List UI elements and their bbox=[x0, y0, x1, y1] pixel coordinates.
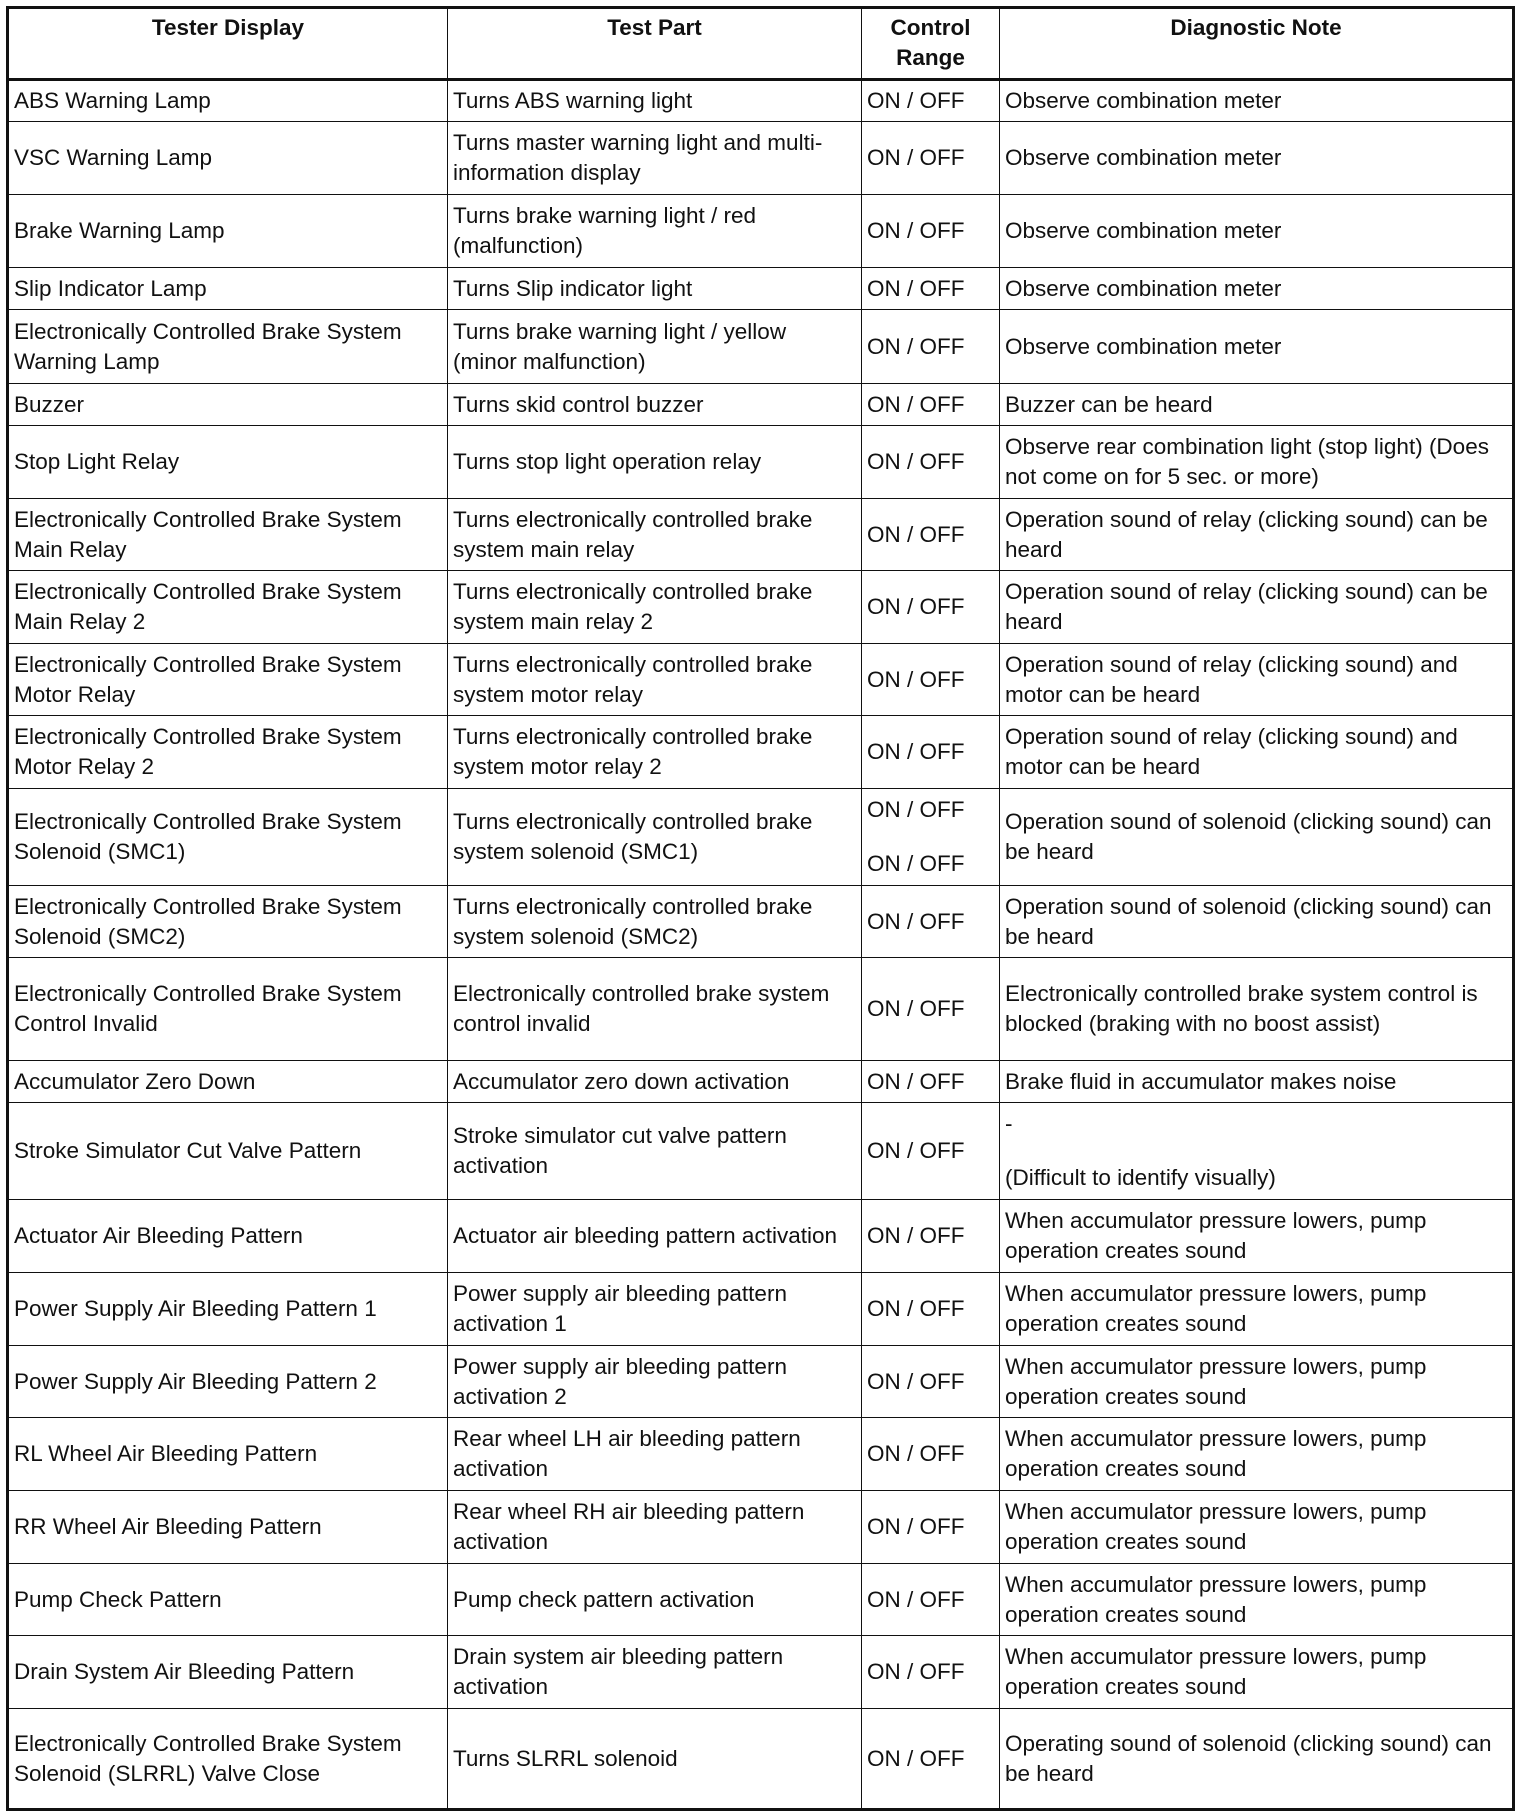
tester-display-cell: Slip Indicator Lamp bbox=[8, 268, 448, 310]
diagnostic-note-cell bbox=[1000, 571, 1514, 644]
control-range-cell bbox=[862, 1636, 1000, 1709]
control-range-cell bbox=[862, 1346, 1000, 1418]
control-range-value: ON / OFF bbox=[867, 1138, 965, 1163]
control-range-cell bbox=[862, 1709, 1000, 1810]
diagnostic-note-cell bbox=[1000, 384, 1514, 426]
header-diagnostic-note: Diagnostic Note bbox=[1000, 8, 1514, 80]
control-range-cell bbox=[862, 310, 1000, 384]
test-part-cell: Turns ABS warning light bbox=[448, 80, 862, 122]
control-range-cell bbox=[862, 80, 1000, 122]
table-row bbox=[8, 195, 1514, 268]
control-range-cell bbox=[862, 1564, 1000, 1636]
diagnostic-note-cell bbox=[1000, 1709, 1514, 1810]
table-row bbox=[8, 644, 1514, 716]
test-part-cell: Power supply air bleeding pattern activation 2 bbox=[448, 1346, 862, 1418]
test-part-cell: Electronically controlled brake system control invalid bbox=[448, 958, 862, 1061]
test-part-cell: Actuator air bleeding pattern activation bbox=[448, 1200, 862, 1273]
control-range-cell bbox=[862, 268, 1000, 310]
tester-display-cell: Electronically Controlled Brake System Main Relay bbox=[8, 499, 448, 571]
diagnostic-note-text: Observe combination meter bbox=[1005, 218, 1282, 243]
diagnostic-note-text: Brake fluid in accumulator makes noise bbox=[1005, 1068, 1397, 1094]
diagnostic-note-cell bbox=[1000, 958, 1514, 1061]
control-range-value: ON / OFF bbox=[867, 521, 965, 547]
table-row bbox=[8, 122, 1514, 195]
diagnostic-note-cell bbox=[1000, 1273, 1514, 1346]
tester-display-cell: Brake Warning Lamp bbox=[8, 195, 448, 268]
control-range-cell bbox=[862, 886, 1000, 958]
diagnostic-note-text: Operation sound of relay (clicking sound) can be heard bbox=[1005, 506, 1488, 562]
control-range-value: ON / OFF bbox=[867, 797, 965, 822]
control-range-cell bbox=[862, 384, 1000, 426]
table-row bbox=[8, 426, 1514, 499]
control-range-value: ON / OFF bbox=[867, 594, 965, 619]
tester-display-cell: ABS Warning Lamp bbox=[8, 80, 448, 122]
tester-display-cell: Electronically Controlled Brake System Main Relay 2 bbox=[8, 571, 448, 644]
tester-display-cell: Power Supply Air Bleeding Pattern 1 bbox=[8, 1273, 448, 1346]
control-range-value: ON / OFF bbox=[867, 1659, 965, 1684]
tester-display-cell: Actuator Air Bleeding Pattern bbox=[8, 1200, 448, 1273]
diagnostic-note-cell bbox=[1000, 1418, 1514, 1491]
table-row bbox=[8, 1061, 1514, 1103]
diagnostic-note-text: Operation sound of relay (clicking sound) and motor can be heard bbox=[1005, 651, 1458, 707]
diagnostic-note-text: When accumulator pressure lowers, pump operation creates sound bbox=[1005, 1208, 1427, 1263]
diagnostic-note-text: Observe combination meter bbox=[1005, 88, 1282, 113]
test-part-cell: Stroke simulator cut valve pattern activation bbox=[448, 1103, 862, 1200]
diagnostic-note-text: When accumulator pressure lowers, pump operation creates sound bbox=[1005, 1644, 1427, 1699]
table-row bbox=[8, 571, 1514, 644]
table-row bbox=[8, 789, 1514, 886]
control-range-value: ON / OFF bbox=[867, 391, 965, 417]
diagnostic-note-text: When accumulator pressure lowers, pump operation creates sound bbox=[1005, 1281, 1427, 1336]
diagnostic-note-text: Observe combination meter bbox=[1005, 333, 1282, 359]
control-range-value: ON / OFF bbox=[867, 275, 965, 301]
diagnostic-note-cell bbox=[1000, 426, 1514, 499]
test-part-cell: Turns electronically controlled brake system main relay bbox=[448, 499, 862, 571]
table-row bbox=[8, 1636, 1514, 1709]
test-part-cell: Turns SLRRL solenoid bbox=[448, 1709, 862, 1810]
tester-display-cell: RL Wheel Air Bleeding Pattern bbox=[8, 1418, 448, 1491]
control-range-cell bbox=[862, 1103, 1000, 1200]
control-range-value: ON / OFF bbox=[867, 908, 965, 934]
control-range-value: ON / OFF bbox=[867, 851, 965, 876]
control-range-cell bbox=[862, 789, 1000, 886]
control-range-value: ON / OFF bbox=[867, 449, 965, 474]
tester-display-cell: RR Wheel Air Bleeding Pattern bbox=[8, 1491, 448, 1564]
diagnostic-note-cell bbox=[1000, 1103, 1514, 1200]
table-row bbox=[8, 1200, 1514, 1273]
diagnostic-note-cell bbox=[1000, 1061, 1514, 1103]
control-range-cell bbox=[862, 958, 1000, 1061]
tester-display-cell: Buzzer bbox=[8, 384, 448, 426]
diagnostic-note-text: When accumulator pressure lowers, pump operation creates sound bbox=[1005, 1353, 1427, 1409]
tester-display-cell: VSC Warning Lamp bbox=[8, 122, 448, 195]
table-row bbox=[8, 958, 1514, 1061]
table-row bbox=[8, 1709, 1514, 1810]
tester-display-cell: Electronically Controlled Brake System Solenoid (SMC2) bbox=[8, 886, 448, 958]
control-range-cell bbox=[862, 195, 1000, 268]
diagnostic-note-cell bbox=[1000, 1346, 1514, 1418]
control-range-cell bbox=[862, 426, 1000, 499]
diagnostic-note-text: - bbox=[1005, 1111, 1013, 1136]
table-row bbox=[8, 499, 1514, 571]
diagnostic-note-text: Operation sound of solenoid (clicking sound) can be heard bbox=[1005, 809, 1492, 864]
control-range-value: ON / OFF bbox=[867, 1368, 965, 1394]
tester-display-cell: Drain System Air Bleeding Pattern bbox=[8, 1636, 448, 1709]
control-range-value: ON / OFF bbox=[867, 1441, 965, 1466]
table-row bbox=[8, 384, 1514, 426]
test-part-cell: Pump check pattern activation bbox=[448, 1564, 862, 1636]
control-range-cell bbox=[862, 644, 1000, 716]
control-range-value: ON / OFF bbox=[867, 1223, 965, 1248]
tester-display-cell: Pump Check Pattern bbox=[8, 1564, 448, 1636]
table-row bbox=[8, 1564, 1514, 1636]
header-tester-display: Tester Display bbox=[8, 8, 448, 80]
diagnostic-note-cell bbox=[1000, 80, 1514, 122]
test-part-cell: Rear wheel RH air bleeding pattern activation bbox=[448, 1491, 862, 1564]
diagnostic-note-text: (Difficult to identify visually) bbox=[1005, 1165, 1276, 1190]
diagnostic-note-cell bbox=[1000, 1200, 1514, 1273]
tester-display-cell: Electronically Controlled Brake System Solenoid (SLRRL) Valve Close bbox=[8, 1709, 448, 1810]
diagnostic-note-cell bbox=[1000, 644, 1514, 716]
diagnostic-note-text: When accumulator pressure lowers, pump operation creates sound bbox=[1005, 1499, 1427, 1554]
test-part-cell: Turns electronically controlled brake system main relay 2 bbox=[448, 571, 862, 644]
control-range-cell bbox=[862, 716, 1000, 789]
table-row bbox=[8, 1103, 1514, 1200]
control-range-value: ON / OFF bbox=[867, 666, 965, 692]
control-range-value: ON / OFF bbox=[867, 739, 965, 764]
tester-display-cell: Electronically Controlled Brake System Motor Relay bbox=[8, 644, 448, 716]
diagnostic-note-cell bbox=[1000, 310, 1514, 384]
active-test-table bbox=[6, 6, 1515, 1811]
tester-display-cell: Stroke Simulator Cut Valve Pattern bbox=[8, 1103, 448, 1200]
control-range-value: ON / OFF bbox=[867, 1068, 965, 1094]
control-range-value: ON / OFF bbox=[867, 1586, 965, 1612]
table-row bbox=[8, 886, 1514, 958]
test-part-cell: Turns electronically controlled brake system solenoid (SMC2) bbox=[448, 886, 862, 958]
test-part-cell: Power supply air bleeding pattern activation 1 bbox=[448, 1273, 862, 1346]
diagnostic-note-cell bbox=[1000, 1636, 1514, 1709]
tester-display-cell: Electronically Controlled Brake System Control Invalid bbox=[8, 958, 448, 1061]
table-row bbox=[8, 310, 1514, 384]
test-part-cell: Turns master warning light and multi-information display bbox=[448, 122, 862, 195]
diagnostic-note-text: Observe combination meter bbox=[1005, 275, 1282, 301]
control-range-value: ON / OFF bbox=[867, 88, 965, 113]
tester-display-cell: Power Supply Air Bleeding Pattern 2 bbox=[8, 1346, 448, 1418]
table-row bbox=[8, 1418, 1514, 1491]
test-part-cell: Turns skid control buzzer bbox=[448, 384, 862, 426]
diagnostic-note-cell bbox=[1000, 499, 1514, 571]
test-part-cell: Turns Slip indicator light bbox=[448, 268, 862, 310]
test-part-cell: Drain system air bleeding pattern activation bbox=[448, 1636, 862, 1709]
diagnostic-note-cell bbox=[1000, 789, 1514, 886]
table-row bbox=[8, 268, 1514, 310]
diagnostic-note-cell bbox=[1000, 268, 1514, 310]
diagnostic-note-text: Operation sound of relay (clicking sound) can be heard bbox=[1005, 579, 1488, 634]
table-row bbox=[8, 80, 1514, 122]
control-range-value: ON / OFF bbox=[867, 218, 965, 243]
control-range-value: ON / OFF bbox=[867, 996, 965, 1021]
control-range-cell bbox=[862, 1273, 1000, 1346]
diagnostic-note-cell bbox=[1000, 1564, 1514, 1636]
test-part-cell: Turns brake warning light / red (malfunction) bbox=[448, 195, 862, 268]
diagnostic-note-text: When accumulator pressure lowers, pump operation creates sound bbox=[1005, 1571, 1427, 1627]
control-range-cell bbox=[862, 1491, 1000, 1564]
control-range-cell bbox=[862, 122, 1000, 195]
control-range-cell bbox=[862, 1418, 1000, 1491]
diagnostic-note-text: Observe rear combination light (stop light) (Does not come on for 5 sec. or more) bbox=[1005, 434, 1489, 489]
diagnostic-note-text: Buzzer can be heard bbox=[1005, 391, 1213, 417]
control-range-value: ON / OFF bbox=[867, 1745, 965, 1771]
tester-display-cell: Stop Light Relay bbox=[8, 426, 448, 499]
control-range-cell bbox=[862, 571, 1000, 644]
control-range-value: ON / OFF bbox=[867, 1296, 965, 1321]
diagnostic-note-text: Observe combination meter bbox=[1005, 145, 1282, 170]
tester-display-cell: Electronically Controlled Brake System Solenoid (SMC1) bbox=[8, 789, 448, 886]
table-row bbox=[8, 1491, 1514, 1564]
diagnostic-note-cell bbox=[1000, 716, 1514, 789]
diagnostic-note-text: Electronically controlled brake system control is blocked (braking with no boost assist) bbox=[1005, 981, 1478, 1036]
test-part-cell: Turns stop light operation relay bbox=[448, 426, 862, 499]
diagnostic-note-text: When accumulator pressure lowers, pump operation creates sound bbox=[1005, 1426, 1427, 1481]
table-row bbox=[8, 1346, 1514, 1418]
tester-display-cell: Accumulator Zero Down bbox=[8, 1061, 448, 1103]
control-range-value: ON / OFF bbox=[867, 333, 965, 359]
control-range-value: ON / OFF bbox=[867, 145, 965, 170]
table-row bbox=[8, 716, 1514, 789]
header-row bbox=[8, 8, 1514, 80]
control-range-cell bbox=[862, 499, 1000, 571]
control-range-cell bbox=[862, 1061, 1000, 1103]
tester-display-cell: Electronically Controlled Brake System Warning Lamp bbox=[8, 310, 448, 384]
header-test-part: Test Part bbox=[448, 8, 862, 80]
diagnostic-note-text: Operation sound of relay (clicking sound) and motor can be heard bbox=[1005, 724, 1458, 779]
test-part-cell: Turns electronically controlled brake system solenoid (SMC1) bbox=[448, 789, 862, 886]
test-part-cell: Turns electronically controlled brake system motor relay 2 bbox=[448, 716, 862, 789]
tester-display-cell: Electronically Controlled Brake System Motor Relay 2 bbox=[8, 716, 448, 789]
diagnostic-note-cell bbox=[1000, 122, 1514, 195]
diagnostic-note-cell bbox=[1000, 195, 1514, 268]
test-part-cell: Turns electronically controlled brake system motor relay bbox=[448, 644, 862, 716]
diagnostic-note-text: Operating sound of solenoid (clicking sound) can be heard bbox=[1005, 1730, 1492, 1786]
control-range-cell bbox=[862, 1200, 1000, 1273]
test-part-cell: Accumulator zero down activation bbox=[448, 1061, 862, 1103]
test-part-cell: Rear wheel LH air bleeding pattern activation bbox=[448, 1418, 862, 1491]
test-part-cell: Turns brake warning light / yellow (minor malfunction) bbox=[448, 310, 862, 384]
control-range-value: ON / OFF bbox=[867, 1514, 965, 1539]
diagnostic-note-text: Operation sound of solenoid (clicking sound) can be heard bbox=[1005, 893, 1492, 949]
diagnostic-note-cell bbox=[1000, 1491, 1514, 1564]
diagnostic-note-cell bbox=[1000, 886, 1514, 958]
table-row bbox=[8, 1273, 1514, 1346]
header-control-range: Control Range bbox=[862, 8, 1000, 80]
